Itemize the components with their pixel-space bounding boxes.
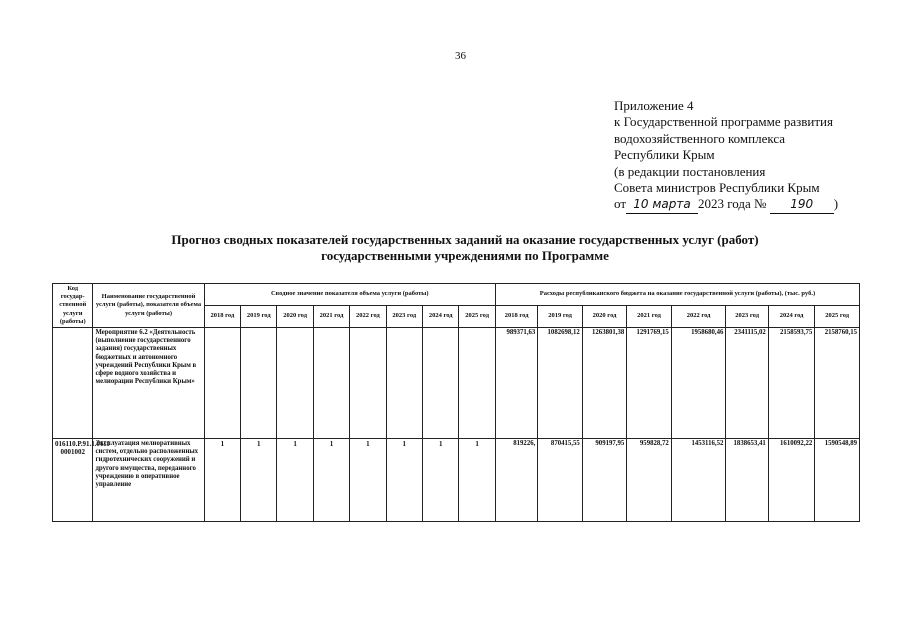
appendix-line: (в редакции постановления <box>614 163 766 179</box>
table-row <box>53 328 860 439</box>
budget-cell: 1610092,22 <box>768 439 815 522</box>
header-budget-group: Расходы республиканского бюджета на оказание государственной услуги (работы), (тыс. руб.) <box>495 284 859 306</box>
appendix-line: водохозяйственного комплекса <box>614 130 786 146</box>
volume-cell: 1 <box>241 439 277 522</box>
header-budget-year: 2018 год <box>495 306 537 328</box>
appendix-line: Республики Крым <box>614 147 715 163</box>
volume-cell <box>386 328 422 439</box>
budget-cell: 1082698,12 <box>538 328 582 439</box>
header-volume-year: 2018 год <box>204 306 240 328</box>
budget-cell: 959828,72 <box>627 439 671 522</box>
page-number: 36 <box>455 50 466 62</box>
volume-cell <box>423 328 459 439</box>
volume-cell: 1 <box>459 439 495 522</box>
volume-cell: 1 <box>386 439 422 522</box>
volume-cell: 1 <box>350 439 386 522</box>
budget-cell: 989371,63 <box>495 328 537 439</box>
budget-cell: 909197,95 <box>582 439 626 522</box>
volume-cell <box>313 328 349 439</box>
volume-cell <box>277 328 313 439</box>
header-volume-year: 2021 год <box>313 306 349 328</box>
header-volume-year: 2024 год <box>423 306 459 328</box>
budget-cell: 819226, <box>495 439 537 522</box>
header-volume-group: Сводное значение показателя объема услуги (работы) <box>204 284 495 306</box>
appendix-from: от <box>614 196 627 212</box>
document-title <box>120 232 810 264</box>
appendix-line: к Государственной программе развития <box>614 114 833 130</box>
budget-cell: 2158593,75 <box>768 328 815 439</box>
header-volume-year: 2025 год <box>459 306 495 328</box>
header-volume-year: 2022 год <box>350 306 386 328</box>
budget-cell: 1291769,15 <box>627 328 671 439</box>
budget-cell: 1958680,46 <box>671 328 726 439</box>
volume-cell: 1 <box>313 439 349 522</box>
budget-cell: 2158760,15 <box>815 328 860 439</box>
budget-cell: 1590548,89 <box>815 439 860 522</box>
row-code <box>53 328 93 439</box>
header-volume-year: 2020 год <box>277 306 313 328</box>
header-name: Наименование государственной услуги (работы), показателя объема услуги (работы) <box>93 284 204 328</box>
budget-cell: 1838653,41 <box>726 439 768 522</box>
volume-cell: 1 <box>277 439 313 522</box>
volume-cell <box>350 328 386 439</box>
header-budget-year: 2019 год <box>538 306 582 328</box>
volume-cell <box>204 328 240 439</box>
table-row <box>53 439 860 522</box>
volume-cell <box>241 328 277 439</box>
header-budget-year: 2020 год <box>582 306 626 328</box>
header-budget-year: 2021 год <box>627 306 671 328</box>
handwritten-date: 10 марта <box>626 196 698 213</box>
row-name: Мероприятие 6.2 «Деятельность (выполнение государственного задания) государственных бюджетных и автономного учреждений Республики Крым в сфере водного хозяйства и мелиорации Республики Крым» <box>93 328 204 439</box>
budget-cell: 870415,55 <box>538 439 582 522</box>
volume-cell: 1 <box>204 439 240 522</box>
row-code: 016110.Р.91.1.0111 0001002 <box>53 439 93 522</box>
header-budget-year: 2025 год <box>815 306 860 328</box>
header-budget-year: 2023 год <box>726 306 768 328</box>
appendix-line: Совета министров Республики Крым <box>614 180 820 196</box>
handwritten-number: 190 <box>770 196 834 213</box>
header-budget-year: 2024 год <box>768 306 815 328</box>
volume-cell <box>459 328 495 439</box>
budget-cell: 1263801,38 <box>582 328 626 439</box>
volume-cell: 1 <box>423 439 459 522</box>
header-code: Код государ-ственной услуги (работы) <box>53 284 93 328</box>
document-title-line: государственными учреждениями по Программе <box>321 248 609 263</box>
budget-table <box>52 283 860 522</box>
appendix-close-paren: ) <box>833 196 839 212</box>
budget-cell: 2341115,02 <box>726 328 768 439</box>
appendix-year: 2023 года № <box>698 196 767 212</box>
header-volume-year: 2023 год <box>386 306 422 328</box>
header-volume-year: 2019 год <box>241 306 277 328</box>
document-title-line: Прогноз сводных показателей государственных заданий на оказание государственных услуг (работ) <box>171 232 759 247</box>
appendix-block <box>614 98 838 214</box>
appendix-line: Приложение 4 <box>614 98 694 113</box>
budget-cell: 1453116,52 <box>671 439 726 522</box>
row-name: Эксплуатация мелиоративных систем, отдельно расположенных гидротехнических сооружений и другого имущества, переданного учреждению в оперативное управление <box>93 439 204 522</box>
header-budget-year: 2022 год <box>671 306 726 328</box>
appendix-date-line <box>614 196 838 213</box>
